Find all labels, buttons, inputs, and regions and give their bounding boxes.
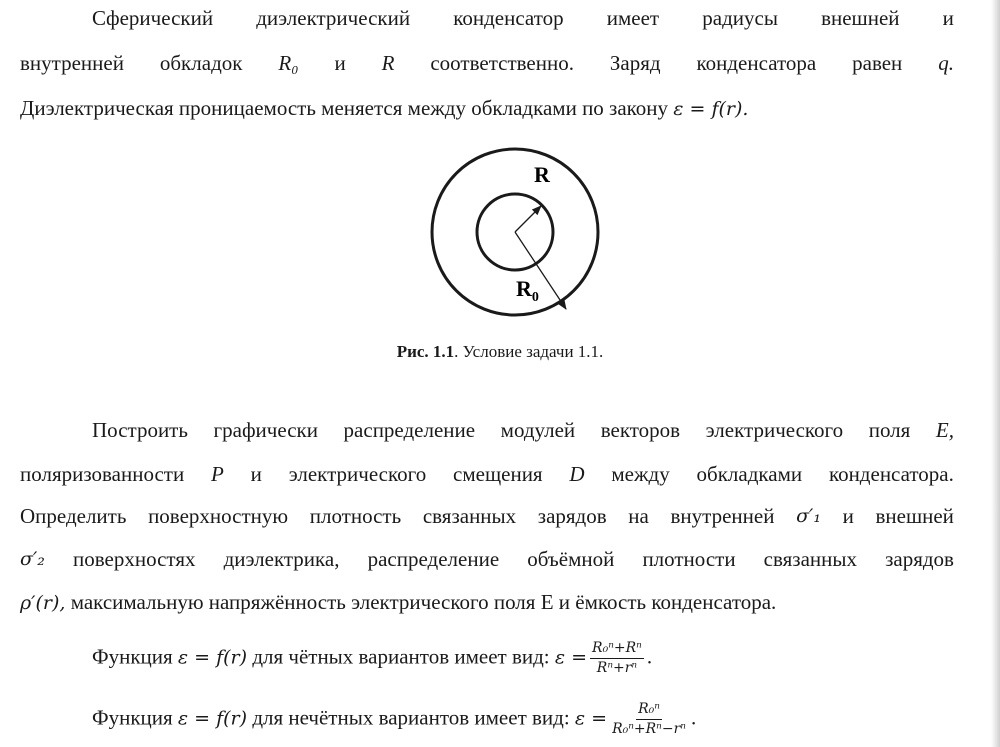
task-line-5: [20, 588, 954, 617]
figure-caption: [0, 340, 1000, 364]
word: и: [842, 504, 854, 528]
word: конденсатора.: [828, 462, 954, 486]
even-denominator: Rⁿ+rⁿ: [596, 660, 638, 676]
problem-line-1: [92, 4, 954, 32]
symbol-q: q.: [938, 51, 954, 75]
word: между: [611, 462, 670, 486]
symbol-sigma1: σ′₁: [796, 505, 821, 527]
task-line-2: [20, 460, 954, 488]
task-text: максимальную напряжённость электрического поля E и ёмкость конденсатора.: [70, 590, 777, 614]
formula-epsilon-f: ε = f(r): [177, 646, 248, 669]
word: радиусы: [702, 6, 778, 30]
word: Функция: [92, 644, 173, 669]
word: объёмной: [527, 547, 615, 571]
epsilon-equals: ε =: [574, 707, 608, 730]
word: модулей: [500, 418, 576, 442]
symbol-sigma2: σ′₂: [20, 548, 45, 570]
inner-radius-arrow: [515, 206, 541, 232]
even-text: для чётных вариантов имеет вид:: [252, 644, 550, 669]
word: и: [250, 462, 262, 486]
word: Определить: [20, 504, 127, 528]
label-r: R: [534, 162, 550, 187]
word: имеет: [606, 6, 660, 30]
word: поверхностную: [148, 504, 289, 528]
task-line-4: [20, 545, 954, 573]
word: зарядов: [537, 504, 607, 528]
symbol-d: D: [569, 462, 585, 486]
page-edge-shadow: [991, 0, 1000, 747]
word: векторов: [600, 418, 681, 442]
even-numerator: R₀ⁿ+Rⁿ: [590, 640, 644, 659]
odd-denominator: R₀ⁿ+Rⁿ−rⁿ: [612, 721, 686, 737]
word: связанных: [763, 547, 857, 571]
odd-function-line: [92, 701, 696, 738]
word: обкладок: [159, 51, 243, 75]
word: плотность: [309, 504, 402, 528]
word: Сферический: [92, 6, 214, 30]
word: равен: [852, 51, 903, 75]
formula-epsilon-f: ε = f(r): [177, 707, 248, 730]
word: и: [942, 6, 954, 30]
word: Заряд: [609, 51, 661, 75]
word: Функция: [92, 705, 173, 730]
caption-number: Рис. 1.1: [396, 342, 455, 361]
word: поляризованности: [20, 462, 185, 486]
period: .: [646, 644, 653, 669]
label-r0: $R_0$: [516, 276, 539, 305]
word: смещения: [453, 462, 543, 486]
word: диэлектрический: [256, 6, 411, 30]
word: соответственно.: [430, 51, 574, 75]
word: внутренней: [670, 504, 775, 528]
word: внешней: [875, 504, 954, 528]
word: внешней: [821, 6, 900, 30]
word: конденсатора: [696, 51, 817, 75]
word: обкладками: [696, 462, 803, 486]
even-function-line: [92, 640, 652, 677]
odd-fraction: [610, 701, 688, 738]
caption-text: . Условие задачи 1.1.: [454, 342, 604, 361]
symbol-p: P: [211, 462, 224, 486]
word: диэлектрика,: [223, 547, 340, 571]
problem-text: Диэлектрическая проницаемость меняется между обкладками по закону: [20, 96, 669, 120]
odd-numerator: R₀ⁿ: [636, 701, 662, 720]
word: плотности: [642, 547, 736, 571]
odd-text: для нечётных вариантов имеет вид:: [252, 705, 570, 730]
problem-line-3: [20, 94, 954, 123]
word: распределение: [367, 547, 500, 571]
word: электрического: [288, 462, 427, 486]
word: внутренней: [20, 51, 124, 75]
word: и: [334, 51, 346, 75]
symbol-e: E,: [935, 418, 954, 442]
word: связанных: [422, 504, 517, 528]
problem-line-2: [20, 49, 954, 77]
word: распределение: [343, 418, 476, 442]
epsilon-equals: ε =: [554, 646, 588, 669]
word: графически: [213, 418, 318, 442]
task-line-3: [20, 502, 954, 530]
word: поля: [868, 418, 911, 442]
word: Построить: [92, 418, 188, 442]
even-fraction: [590, 640, 644, 677]
word: поверхностях: [73, 547, 196, 571]
word: электрического: [705, 418, 844, 442]
task-line-1: [92, 416, 954, 444]
period: .: [690, 705, 697, 730]
word: зарядов: [885, 547, 954, 571]
symbol-r0: R₀: [278, 51, 299, 75]
formula-rho: ρ′(r),: [20, 592, 66, 614]
formula-epsilon-f: ε = f(r).: [673, 98, 749, 120]
symbol-r: R: [381, 51, 395, 75]
word: на: [628, 504, 649, 528]
capacitor-diagram: [420, 145, 620, 330]
word: конденсатор: [453, 6, 564, 30]
